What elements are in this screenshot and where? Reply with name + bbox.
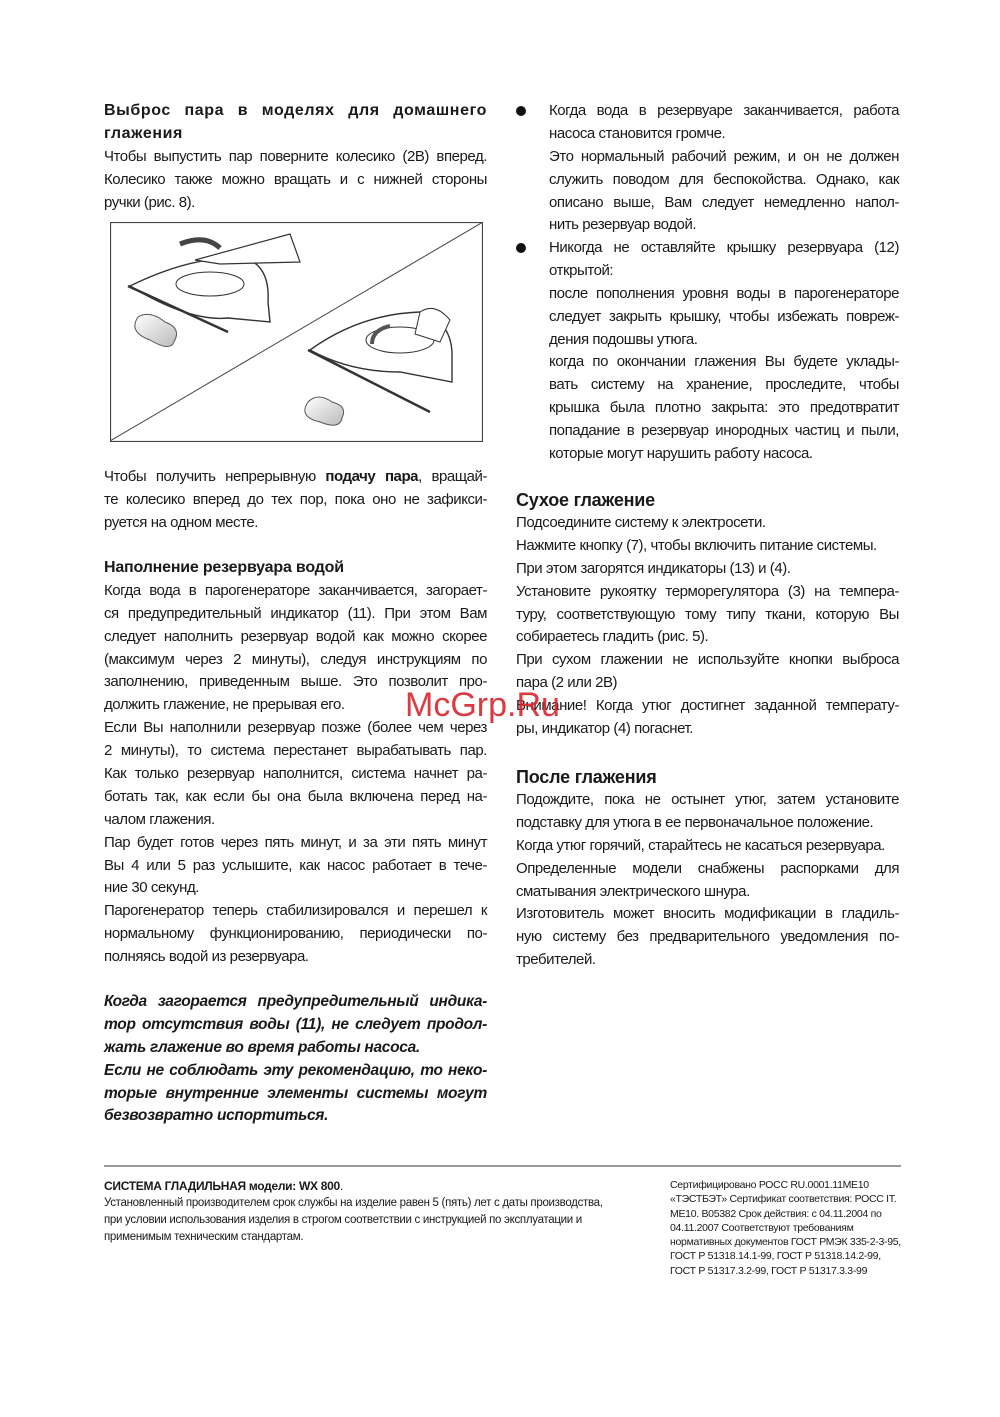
bullet-line: Это нормальный рабочий режим, и он не должен bbox=[549, 147, 899, 165]
cert-line: ГОСТ Р 51317.3.2-99, ГОСТ Р 51317.3.3-99 bbox=[670, 1264, 868, 1277]
fill-para-line: заполнению, приведенным выше. Это позволит про- bbox=[104, 673, 487, 691]
dry-para-line: туру, соответствующую тому типу ткани, которую Вы bbox=[516, 605, 899, 623]
steam-para-line: Чтобы выпустить пар поверните колесико (2B) вперед. bbox=[104, 147, 487, 165]
bullet-line: после пополнения уровня воды в парогенераторе bbox=[549, 284, 899, 302]
warning-line: жать глажение во время работы насоса. bbox=[104, 1038, 420, 1056]
footer-divider bbox=[104, 1165, 901, 1167]
cert-line: «ТЭСТБЭТ» Сертификат соответствия: РОСС IT. bbox=[670, 1193, 897, 1206]
dry-para-line: Подсоедините систему к электросети. bbox=[516, 514, 766, 531]
bullet-line: Когда вода в резервуаре заканчивается, работа bbox=[549, 102, 899, 119]
footer-line: при условии использования изделия в строгом соответствии с инструкцией по эксплуатации и bbox=[104, 1214, 582, 1226]
cert-line: Сертифицировано РОСС RU.0001.11МЕ10 bbox=[670, 1179, 869, 1191]
bullet-line: нить резервуар водой. bbox=[549, 216, 697, 234]
bullet-icon bbox=[516, 106, 526, 116]
bullet-line: попадание в резервуар инородных частиц и пыли, bbox=[549, 422, 899, 440]
continuous-text: , вращай- bbox=[418, 468, 487, 485]
steam-heading-line: Выброс пара в моделях для домашнего bbox=[104, 102, 487, 119]
fill-para-line: (максимум через 2 минуты), следуя инструкциям по bbox=[104, 650, 487, 668]
cert-line: МЕ10. В05382 Срок действия: с 04.11.2004 по bbox=[670, 1207, 882, 1220]
bullet-line: служить поводом для беспокойства. Однако, как bbox=[549, 170, 899, 188]
after-para-line: ную систему без предварительного уведомления по- bbox=[516, 928, 899, 946]
bullet-line: Никогда не оставляйте крышку резервуара (12) bbox=[549, 239, 899, 256]
footer-info bbox=[104, 1178, 603, 1246]
steam-para-line: Колесико также можно вращать и с нижней стороны bbox=[104, 170, 487, 188]
fill-para-line: Вы 4 или 5 раз услышите, как насос работает в тече- bbox=[104, 856, 487, 874]
bullet-item-cap bbox=[549, 237, 899, 466]
fill-section bbox=[104, 557, 487, 969]
watermark-logo: McGrp.Ru bbox=[405, 686, 560, 724]
footer-line: Установленный производителем срок службы на изделие равен 5 (пять) лет с даты производства, bbox=[104, 1197, 603, 1209]
footer-line: применимым техническим стандартам. bbox=[104, 1231, 304, 1243]
fill-para-line: Как только резервуар наполнится, система начнет ра- bbox=[104, 765, 487, 783]
fill-para-line: Пар будет готов через пять минут, и за эти пять минут bbox=[104, 833, 487, 851]
bullet-line: открытой: bbox=[549, 261, 614, 279]
dry-para-line: Установите рукоятку терморегулятора (3) на темпера- bbox=[516, 582, 899, 600]
fill-para-line: полняясь водой из резервуара. bbox=[104, 948, 309, 966]
iron-illustration bbox=[110, 222, 483, 442]
bullet-line: которые могут нарушить работу насоса. bbox=[549, 445, 813, 463]
bullet-line: насоса становится громче. bbox=[549, 124, 726, 142]
steam-heading-line: глажения bbox=[104, 124, 183, 142]
fill-para-line: Парогенератор теперь стабилизировался и перешел к bbox=[104, 902, 487, 920]
warning-line: безвозвратно испортиться. bbox=[104, 1107, 329, 1125]
after-para-line: Когда утюг горячий, старайтесь не касаться резервуара. bbox=[516, 836, 885, 854]
fill-para-line: ся предупредительный индикатор (11). При этом Вам bbox=[104, 604, 487, 622]
fill-para-line: должить глажение, не прерывая его. bbox=[104, 696, 345, 714]
footer-title: СИСТЕМА ГЛАДИЛЬНАЯ модели: WX 800 bbox=[104, 1179, 340, 1193]
after-heading: После глажения bbox=[516, 767, 657, 787]
bullet-line: описано выше, Вам следует немедленно напол- bbox=[549, 193, 899, 211]
fill-para-line: Когда вода в парогенераторе заканчивается, загорает- bbox=[104, 581, 487, 599]
water-warning bbox=[104, 991, 487, 1128]
dry-para-line: Внимание! Когда утюг достигнет заданной температу- bbox=[516, 697, 899, 715]
after-para-line: подставку для утюга в ее первоначальное положение. bbox=[516, 813, 874, 831]
warning-line: Если не соблюдать эту рекомендацию, то неко- bbox=[104, 1061, 487, 1079]
dry-para-line: собираетесь гладить (рис. 5). bbox=[516, 628, 709, 646]
fill-heading: Наполнение резервуара водой bbox=[104, 559, 344, 576]
steam-para-line: ручки (рис. 8). bbox=[104, 193, 195, 211]
after-para-line: Изготовитель может вносить модификации в гладиль- bbox=[516, 905, 899, 923]
fill-para-line: чалом глажения. bbox=[104, 810, 215, 828]
bullet-icon bbox=[516, 243, 526, 253]
dry-para-line: При этом загорятся индикаторы (13) и (4). bbox=[516, 559, 791, 577]
warning-line: тор отсутствия воды (11), не следует продол- bbox=[104, 1015, 487, 1033]
dry-para-line: пара (2 или 2B) bbox=[516, 674, 618, 692]
fill-para-line: ние 30 секунд. bbox=[104, 879, 200, 897]
warning-line: торые внутренние элементы системы могут bbox=[104, 1084, 487, 1102]
fill-para-line: ботать так, как если бы она была включена перед на- bbox=[104, 787, 487, 805]
footer-title-end: . bbox=[339, 1179, 343, 1193]
bullet-line: вать систему на хранение, проследите, чтобы bbox=[549, 376, 899, 394]
certification-info bbox=[670, 1178, 901, 1278]
warning-line: Когда загорается предупредительный индика- bbox=[104, 993, 487, 1010]
after-section bbox=[516, 765, 899, 972]
after-para-line: требителей. bbox=[516, 951, 596, 969]
fill-para-line: 2 минуты), то система перестанет вырабатывать пар. bbox=[104, 742, 487, 760]
bullet-item-pump bbox=[549, 100, 899, 237]
after-para-line: сматывания электрического шнура. bbox=[516, 882, 750, 900]
dry-heading: Сухое глажение bbox=[516, 490, 655, 510]
after-para-line: Определенные модели снабжены распорками для bbox=[516, 859, 899, 877]
bullet-line: следует закрыть крышку, чтобы избежать повреж- bbox=[549, 307, 899, 325]
dry-para-line: При сухом глажении не используйте кнопки выброса bbox=[516, 651, 899, 669]
cert-line: нормативных документов ГОСТ РМЭК 335-2-3-95, bbox=[670, 1236, 901, 1249]
cert-line: 04.11.2007 Соответствуют требованиям bbox=[670, 1221, 854, 1234]
continuous-line: те колесико вперед до тех пор, пока оно не зафикси- bbox=[104, 490, 487, 508]
continuous-bold-text: подачу пара bbox=[325, 468, 419, 485]
cert-line: ГОСТ Р 51318.14.1-99, ГОСТ Р 51318.14.2-99, bbox=[670, 1250, 881, 1263]
steam-section bbox=[104, 100, 487, 214]
fill-para-line: Если Вы наполнили резервуар позже (более чем через bbox=[104, 719, 487, 737]
after-para-line: Подождите, пока не остынет утюг, затем установите bbox=[516, 791, 899, 808]
dry-para-line: ры, индикатор (4) погаснет. bbox=[516, 720, 694, 738]
continuous-line: руется на одном месте. bbox=[104, 513, 258, 531]
continuous-text: Чтобы получить непрерывную bbox=[104, 468, 326, 485]
bullet-line: когда по окончании глажения Вы будете уклады- bbox=[549, 353, 899, 371]
dry-para-line: Нажмите кнопку (7), чтобы включить питание системы. bbox=[516, 536, 877, 554]
bullet-line: дения подошвы утюга. bbox=[549, 330, 698, 348]
dry-section bbox=[516, 488, 899, 741]
fill-para-line: нормальному функционированию, периодически по- bbox=[104, 925, 487, 943]
bullet-line: крышка была плотно закрыта: это предотвратит bbox=[549, 399, 899, 417]
continuous-steam-para bbox=[104, 466, 487, 535]
fill-para-line: следует наполнить резервуар водой как можно скорее bbox=[104, 627, 487, 645]
